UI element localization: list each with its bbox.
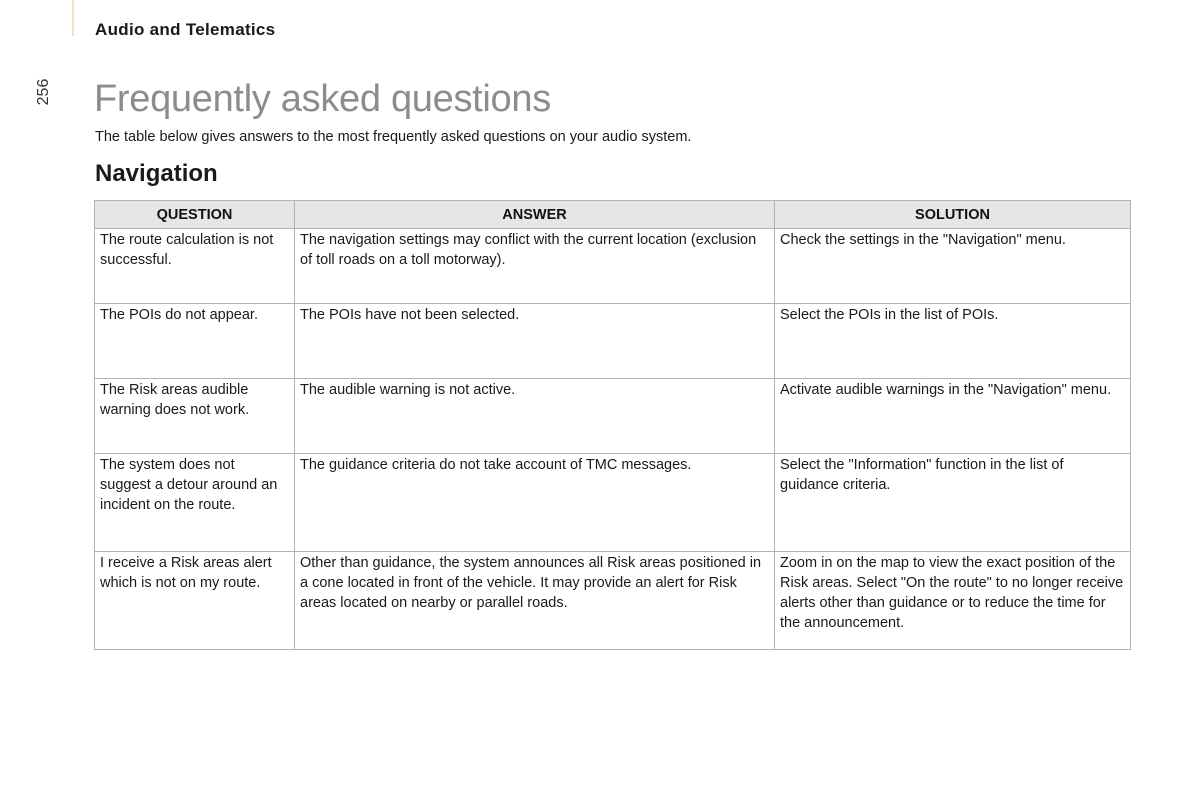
answer-cell: The guidance criteria do not take account of TMC messages. <box>295 454 775 552</box>
solution-cell: Check the settings in the "Navigation" menu. <box>775 229 1131 304</box>
solution-cell: Select the "Information" function in the list of guidance criteria. <box>775 454 1131 552</box>
table-row <box>95 304 1131 379</box>
table-row <box>95 552 1131 650</box>
faq-table <box>94 200 1131 650</box>
table-row <box>95 379 1131 454</box>
solution-cell: Select the POIs in the list of POIs. <box>775 304 1131 379</box>
question-cell: The POIs do not appear. <box>95 304 295 379</box>
intro-text: The table below gives answers to the most frequently asked questions on your audio system. <box>95 129 692 145</box>
table-row <box>95 229 1131 304</box>
page-title: Frequently asked questions <box>94 78 551 120</box>
answer-cell: The audible warning is not active. <box>295 379 775 454</box>
subsection-title: Navigation <box>95 160 218 187</box>
column-header-question: QUESTION <box>95 201 295 229</box>
table-row <box>95 454 1131 552</box>
column-header-answer: ANSWER <box>295 201 775 229</box>
solution-cell: Activate audible warnings in the "Navigation" menu. <box>775 379 1131 454</box>
question-cell: The route calculation is not successful. <box>95 229 295 304</box>
header-accent-bar <box>72 0 74 36</box>
table-header-row <box>95 201 1131 229</box>
question-cell: I receive a Risk areas alert which is not on my route. <box>95 552 295 650</box>
page-number: 256 <box>35 78 52 106</box>
answer-cell: The POIs have not been selected. <box>295 304 775 379</box>
solution-cell: Zoom in on the map to view the exact position of the Risk areas. Select "On the route" to no longer receive alerts other than guidance or to reduce the time for the announcement. <box>775 552 1131 650</box>
section-header: Audio and Telematics <box>95 20 276 39</box>
column-header-solution: SOLUTION <box>775 201 1131 229</box>
answer-cell: Other than guidance, the system announces all Risk areas positioned in a cone located in front of the vehicle. It may provide an alert for Risk areas located on nearby or parallel roads. <box>295 552 775 650</box>
answer-cell: The navigation settings may conflict with the current location (exclusion of toll roads on a toll motorway). <box>295 229 775 304</box>
question-cell: The Risk areas audible warning does not work. <box>95 379 295 454</box>
question-cell: The system does not suggest a detour around an incident on the route. <box>95 454 295 552</box>
